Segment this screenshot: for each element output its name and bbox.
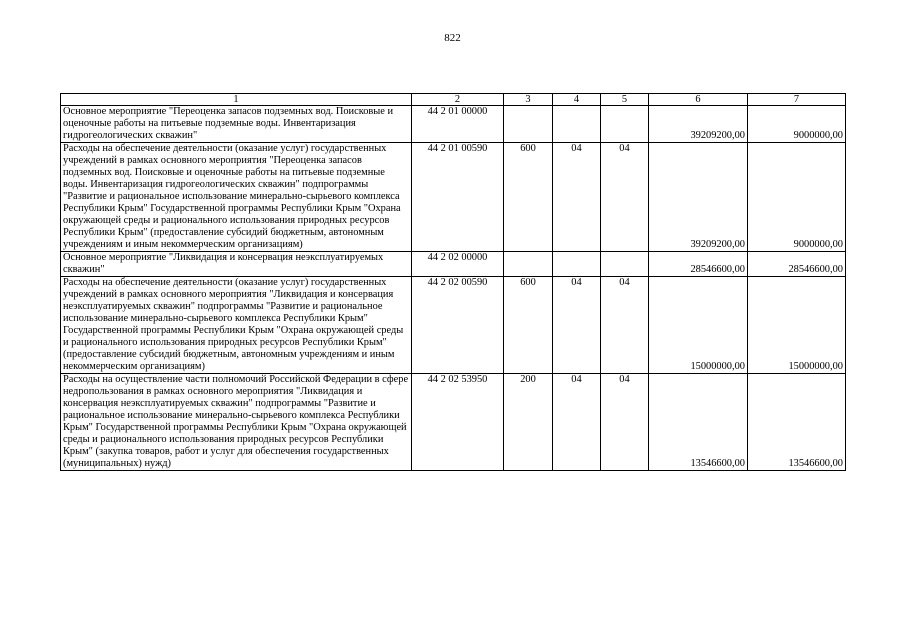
- row-amount-7-cell: 15000000,00: [748, 277, 846, 374]
- row-name-cell: Расходы на обеспечение деятельности (оказание услуг) государственных учреждений в рамках основного мероприятия "Ликвидация и консервация неэксплуатируемых скважин" подпрограммы "Развитие и рациональное использование минерально-сырьевого комплекса Республики Крым" Государственной программы Республики Крым "Охрана окружающей среды и рационального использования природных ресурсов Республики Крым" (предоставление субсидий бюджетным, автономным учреждениям и иным некоммерческим организациям): [61, 277, 412, 374]
- row-c4-cell: 04: [553, 143, 601, 252]
- row-amount-6-cell: 15000000,00: [649, 277, 748, 374]
- header-cell-3: 3: [504, 94, 553, 106]
- header-row: [61, 94, 846, 106]
- row-name-cell: Расходы на обеспечение деятельности (оказание услуг) государственных учреждений в рамках основного мероприятия "Переоценка запасов подземных вод. Поисковые и оценочные работы на питьевые подземные воды. Инвентаризация гидрогеологических скважин" подпрограммы "Развитие и рациональное использование минерально-сырьевого комплекса Республики Крым" Государственной программы Республики Крым "Охрана окружающей среды и рационального использования природных ресурсов Республики Крым" (предоставление субсидий бюджетным, автономным учреждениям и иным некоммерческим организациям): [61, 143, 412, 252]
- row-code-cell: 44 2 02 00000: [412, 252, 504, 277]
- row-amount-7-cell: 9000000,00: [748, 143, 846, 252]
- header-cell-2: 2: [412, 94, 504, 106]
- row-c5-cell: [601, 106, 649, 143]
- header-cell-7: 7: [748, 94, 846, 106]
- row-c3-cell: 600: [504, 277, 553, 374]
- header-cell-1: 1: [61, 94, 412, 106]
- row-c5-cell: [601, 252, 649, 277]
- table-row: [61, 277, 846, 374]
- header-cell-5: 5: [601, 94, 649, 106]
- row-name-cell: Основное мероприятие "Ликвидация и консервация неэксплуатируемых скважин": [61, 252, 412, 277]
- row-c4-cell: [553, 106, 601, 143]
- budget-table: [60, 93, 846, 471]
- row-name-cell: Основное мероприятие "Переоценка запасов подземных вод. Поисковые и оценочные работы на питьевые подземные воды. Инвентаризация гидрогеологических скважин": [61, 106, 412, 143]
- row-amount-7-cell: 28546600,00: [748, 252, 846, 277]
- row-c5-cell: 04: [601, 143, 649, 252]
- row-c3-cell: [504, 106, 553, 143]
- row-code-cell: 44 2 01 00000: [412, 106, 504, 143]
- row-c3-cell: 600: [504, 143, 553, 252]
- row-code-cell: 44 2 02 00590: [412, 277, 504, 374]
- row-amount-6-cell: 39209200,00: [649, 106, 748, 143]
- row-amount-6-cell: 28546600,00: [649, 252, 748, 277]
- table-row: [61, 374, 846, 471]
- header-cell-6: 6: [649, 94, 748, 106]
- table-row: [61, 143, 846, 252]
- row-code-cell: 44 2 01 00590: [412, 143, 504, 252]
- row-amount-6-cell: 13546600,00: [649, 374, 748, 471]
- header-cell-4: 4: [553, 94, 601, 106]
- row-c4-cell: 04: [553, 374, 601, 471]
- row-c3-cell: [504, 252, 553, 277]
- row-code-cell: 44 2 02 53950: [412, 374, 504, 471]
- row-c3-cell: 200: [504, 374, 553, 471]
- row-c4-cell: [553, 252, 601, 277]
- row-amount-6-cell: 39209200,00: [649, 143, 748, 252]
- table-row: [61, 252, 846, 277]
- page-number: 822: [444, 32, 461, 44]
- row-c4-cell: 04: [553, 277, 601, 374]
- row-c5-cell: 04: [601, 277, 649, 374]
- table-row: [61, 106, 846, 143]
- row-amount-7-cell: 9000000,00: [748, 106, 846, 143]
- row-c5-cell: 04: [601, 374, 649, 471]
- row-amount-7-cell: 13546600,00: [748, 374, 846, 471]
- row-name-cell: Расходы на осуществление части полномочий Российской Федерации в сфере недропользования в рамках основного мероприятия "Ликвидация и консервация неэксплуатируемых скважин" подпрограммы "Развитие и рациональное использование минерально-сырьевого комплекса Республики Крым" Государственной программы Республики Крым "Охрана окружающей среды и рационального использования природных ресурсов Республики Крым" (закупка товаров, работ и услуг для обеспечения государственных (муниципальных) нужд): [61, 374, 412, 471]
